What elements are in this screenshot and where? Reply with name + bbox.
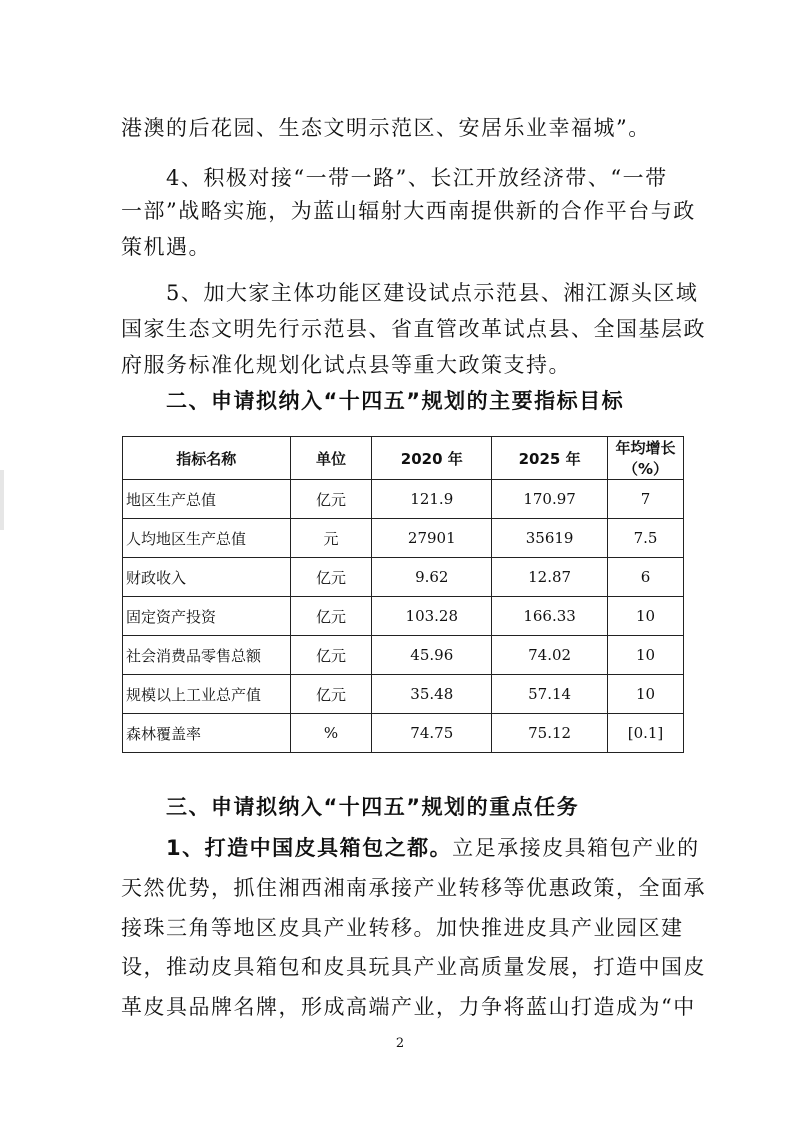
indicator-table: [122, 436, 684, 753]
table-row: [123, 636, 684, 675]
table-cell: 亿元: [290, 675, 372, 714]
table-row: [123, 480, 684, 519]
paragraph-line: 策机遇。: [121, 235, 211, 259]
table-cell: 7: [608, 480, 684, 519]
paragraph-line: 接珠三角等地区皮具产业转移。加快推进皮具产业园区建: [121, 916, 684, 940]
table-cell: 6: [608, 558, 684, 597]
paragraph-line: 4、积极对接“一带一路”、长江开放经济带、“一带: [166, 166, 668, 190]
column-header: 单位: [290, 437, 372, 480]
paragraph-line: 国家生态文明先行示范县、省直管改革试点县、全国基层政: [121, 317, 706, 341]
table-cell: 10: [608, 636, 684, 675]
table-cell: 9.62: [372, 558, 492, 597]
table-row: [123, 675, 684, 714]
paragraph-line: 一部”战略实施，为蓝山辐射大西南提供新的合作平台与政: [121, 199, 696, 223]
table-cell: 45.96: [372, 636, 492, 675]
section-heading: 二、申请拟纳入“十四五”规划的主要指标目标: [166, 389, 625, 413]
table-cell: 27901: [372, 519, 492, 558]
table-row: [123, 558, 684, 597]
table-row: [123, 714, 684, 753]
item-title: 1、打造中国皮具箱包之都。: [166, 836, 453, 860]
table-cell: 亿元: [290, 636, 372, 675]
table-cell: 7.5: [608, 519, 684, 558]
table-cell: 75.12: [492, 714, 608, 753]
table-cell: 74.75: [372, 714, 492, 753]
paragraph-line: 府服务标准化规划化试点县等重大政策支持。: [121, 353, 571, 377]
table-cell: 166.33: [492, 597, 608, 636]
table-cell: %: [290, 714, 372, 753]
table-cell: [0.1]: [608, 714, 684, 753]
paragraph-line: 革皮具品牌名牌，形成高端产业，力争将蓝山打造成为“中: [121, 995, 696, 1019]
table-cell: 35619: [492, 519, 608, 558]
table-cell: 74.02: [492, 636, 608, 675]
paragraph-text: 立足承接皮具箱包产业的: [452, 836, 700, 860]
table-cell: 社会消费品零售总额: [123, 636, 291, 675]
table-cell: 10: [608, 675, 684, 714]
table-cell: 地区生产总值: [123, 480, 291, 519]
table-cell: 规模以上工业总产值: [123, 675, 291, 714]
table-cell: 人均地区生产总值: [123, 519, 291, 558]
table-cell: 固定资产投资: [123, 597, 291, 636]
table-cell: 170.97: [492, 480, 608, 519]
page-number: 2: [395, 1036, 405, 1051]
table-cell: 121.9: [372, 480, 492, 519]
column-header: 年均增长（%）: [608, 437, 684, 480]
paragraph-line: 设，推动皮具箱包和皮具玩具产业高质量发展，打造中国皮: [121, 955, 706, 979]
table-cell: 亿元: [290, 480, 372, 519]
column-header: 2025 年: [492, 437, 608, 480]
column-header: 2020 年: [372, 437, 492, 480]
section-heading: 三、申请拟纳入“十四五”规划的重点任务: [166, 795, 580, 819]
scan-edge-shadow: [0, 470, 4, 530]
paragraph-line: 天然优势，抓住湘西湘南承接产业转移等优惠政策，全面承: [121, 876, 706, 900]
table-row: [123, 519, 684, 558]
paragraph-line: 港澳的后花园、生态文明示范区、安居乐业幸福城”。: [121, 116, 651, 140]
table-cell: 亿元: [290, 558, 372, 597]
table-cell: 103.28: [372, 597, 492, 636]
table-cell: 亿元: [290, 597, 372, 636]
table-cell: 57.14: [492, 675, 608, 714]
table-cell: 财政收入: [123, 558, 291, 597]
column-header: 指标名称: [123, 437, 291, 480]
table-cell: 35.48: [372, 675, 492, 714]
table-cell: 元: [290, 519, 372, 558]
table-cell: 10: [608, 597, 684, 636]
table-header-row: [123, 437, 684, 480]
table-cell: 森林覆盖率: [123, 714, 291, 753]
paragraph-line: [166, 833, 700, 863]
table-cell: 12.87: [492, 558, 608, 597]
paragraph-line: 5、加大家主体功能区建设试点示范县、湘江源头区域: [166, 281, 699, 305]
table-row: [123, 597, 684, 636]
